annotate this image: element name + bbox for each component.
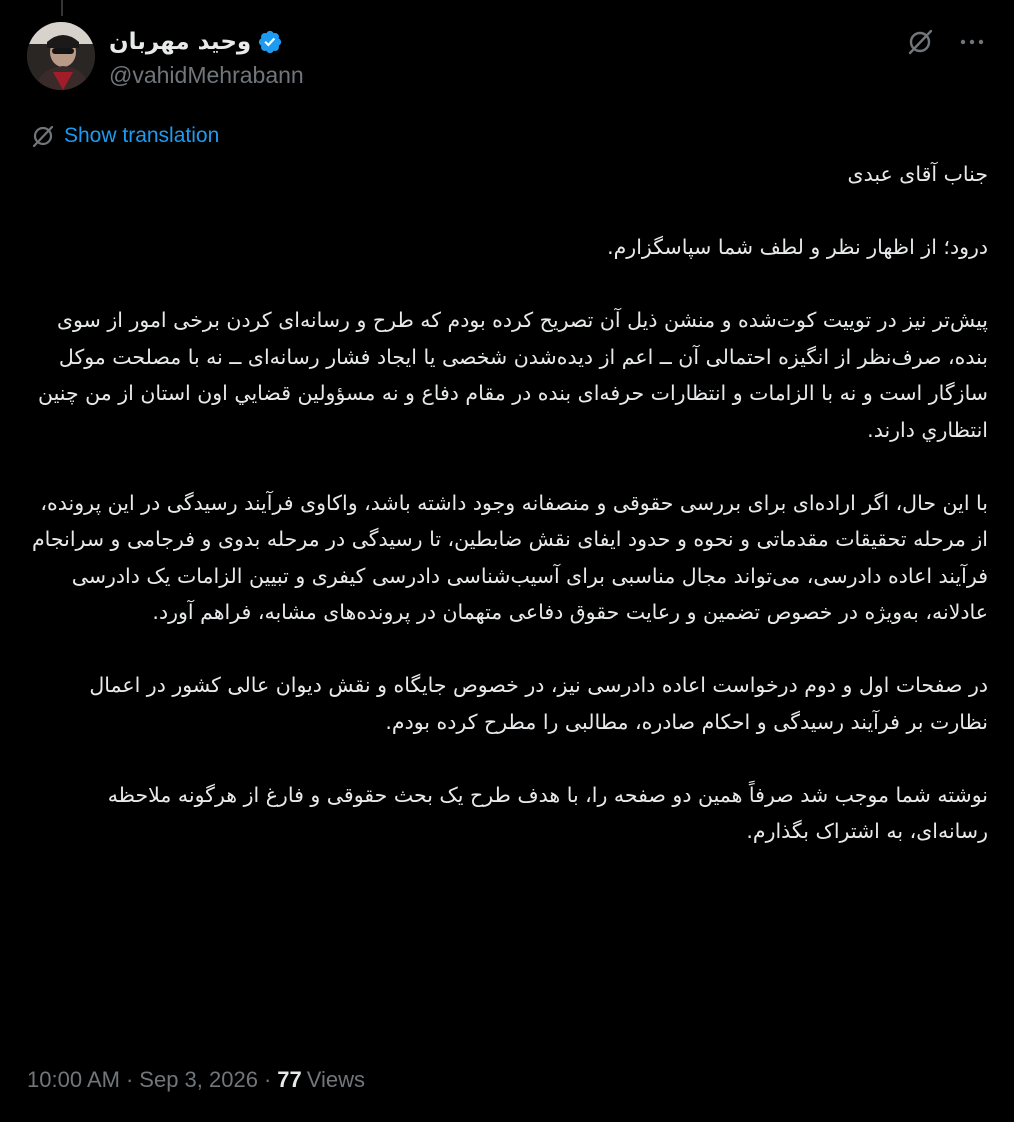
tweet-paragraph: در صفحات اول و دوم درخواست اعاده دادرسی نیز، در خصوص جایگاه و نقش دیوان عالی کشور در اعمال نظارت بر فرآیند رسیدگی و احکام صادره، مطالبی را مطرح کرده بودم. bbox=[89, 673, 988, 734]
tweet-header bbox=[27, 22, 987, 92]
tweet-paragraph: با این حال، اگر اراده‌ای برای بررسی حقوقی و منصفانه وجود داشته باشد، واکاوی فرآیند رسیدگی در این پرونده، از مرحله تحقیقات مقدماتی و نحوه و حدود ایفای نقش ضابطین، تا رسیدگی در مرحله بدوی و فرجامی و سرانجام فرآیند اعاده دادرسی، می‌تواند مجال مناسبی برای آسیب‌شناسی دادرسی کیفری و تبیین الزامات یک دادرسی عادلانه، به‌ویژه در خصوص تضمین و رعایت حقوق دفاعی متهمان در پرونده‌های مشابه، فراهم آورد. bbox=[31, 490, 988, 624]
views-count[interactable]: 77 bbox=[277, 1067, 302, 1092]
more-icon[interactable] bbox=[957, 27, 987, 57]
tweet-paragraph: درود؛ از اظهار نظر و لطف شما سپاسگزارم. bbox=[607, 235, 988, 259]
name-row bbox=[109, 26, 429, 58]
views-label: Views bbox=[306, 1067, 366, 1092]
meta-separator: · bbox=[125, 1067, 134, 1092]
tweet-meta bbox=[27, 1064, 365, 1096]
grok-icon[interactable] bbox=[905, 27, 935, 57]
verified-badge-icon[interactable] bbox=[257, 29, 283, 55]
meta-separator: · bbox=[263, 1067, 272, 1092]
translate-icon bbox=[30, 123, 56, 149]
translate-row bbox=[30, 122, 219, 150]
header-actions bbox=[905, 26, 987, 58]
tweet-time[interactable]: 10:00 AM bbox=[27, 1067, 120, 1092]
show-translation-link[interactable]: Show translation bbox=[64, 124, 220, 147]
author-display-name[interactable]: وحید مهربان bbox=[109, 29, 252, 55]
author-handle[interactable]: @vahidMehrabann bbox=[109, 62, 304, 88]
avatar-image bbox=[27, 22, 95, 90]
author-names bbox=[109, 26, 429, 89]
tweet-date[interactable]: Sep 3, 2026 bbox=[139, 1067, 258, 1092]
tweet-text bbox=[27, 156, 988, 850]
thread-connector-line bbox=[61, 0, 63, 16]
tweet-paragraph: جناب آقای عبدی bbox=[847, 162, 988, 186]
tweet-paragraph: نوشته شما موجب شد صرفاً همین دو صفحه را، با هدف طرح یک بحث حقوقی و فارغ از هرگونه ملاحظه رسانه‌ای، به اشتراک بگذارم. bbox=[107, 782, 988, 843]
tweet-paragraph: پیش‌تر نیز در توییت کوت‌شده و منشن ذیل آن تصریح کرده بودم که طرح و رسانه‌ای کردن برخی امور از سوی بنده، صرف‌نظر از انگیزه احتمالی آن ــ اعم از دیده‌شدن شخصی یا ایجاد فشار رسانه‌ای ــ نه با مصلحت موکل سازگار است و نه با الزامات و انتظارات حرفه‌ای بنده در مقام دفاع و نه مسؤولین قضايي اون استان از من چنين انتظاري دارند. bbox=[37, 308, 988, 442]
avatar[interactable] bbox=[27, 22, 95, 90]
